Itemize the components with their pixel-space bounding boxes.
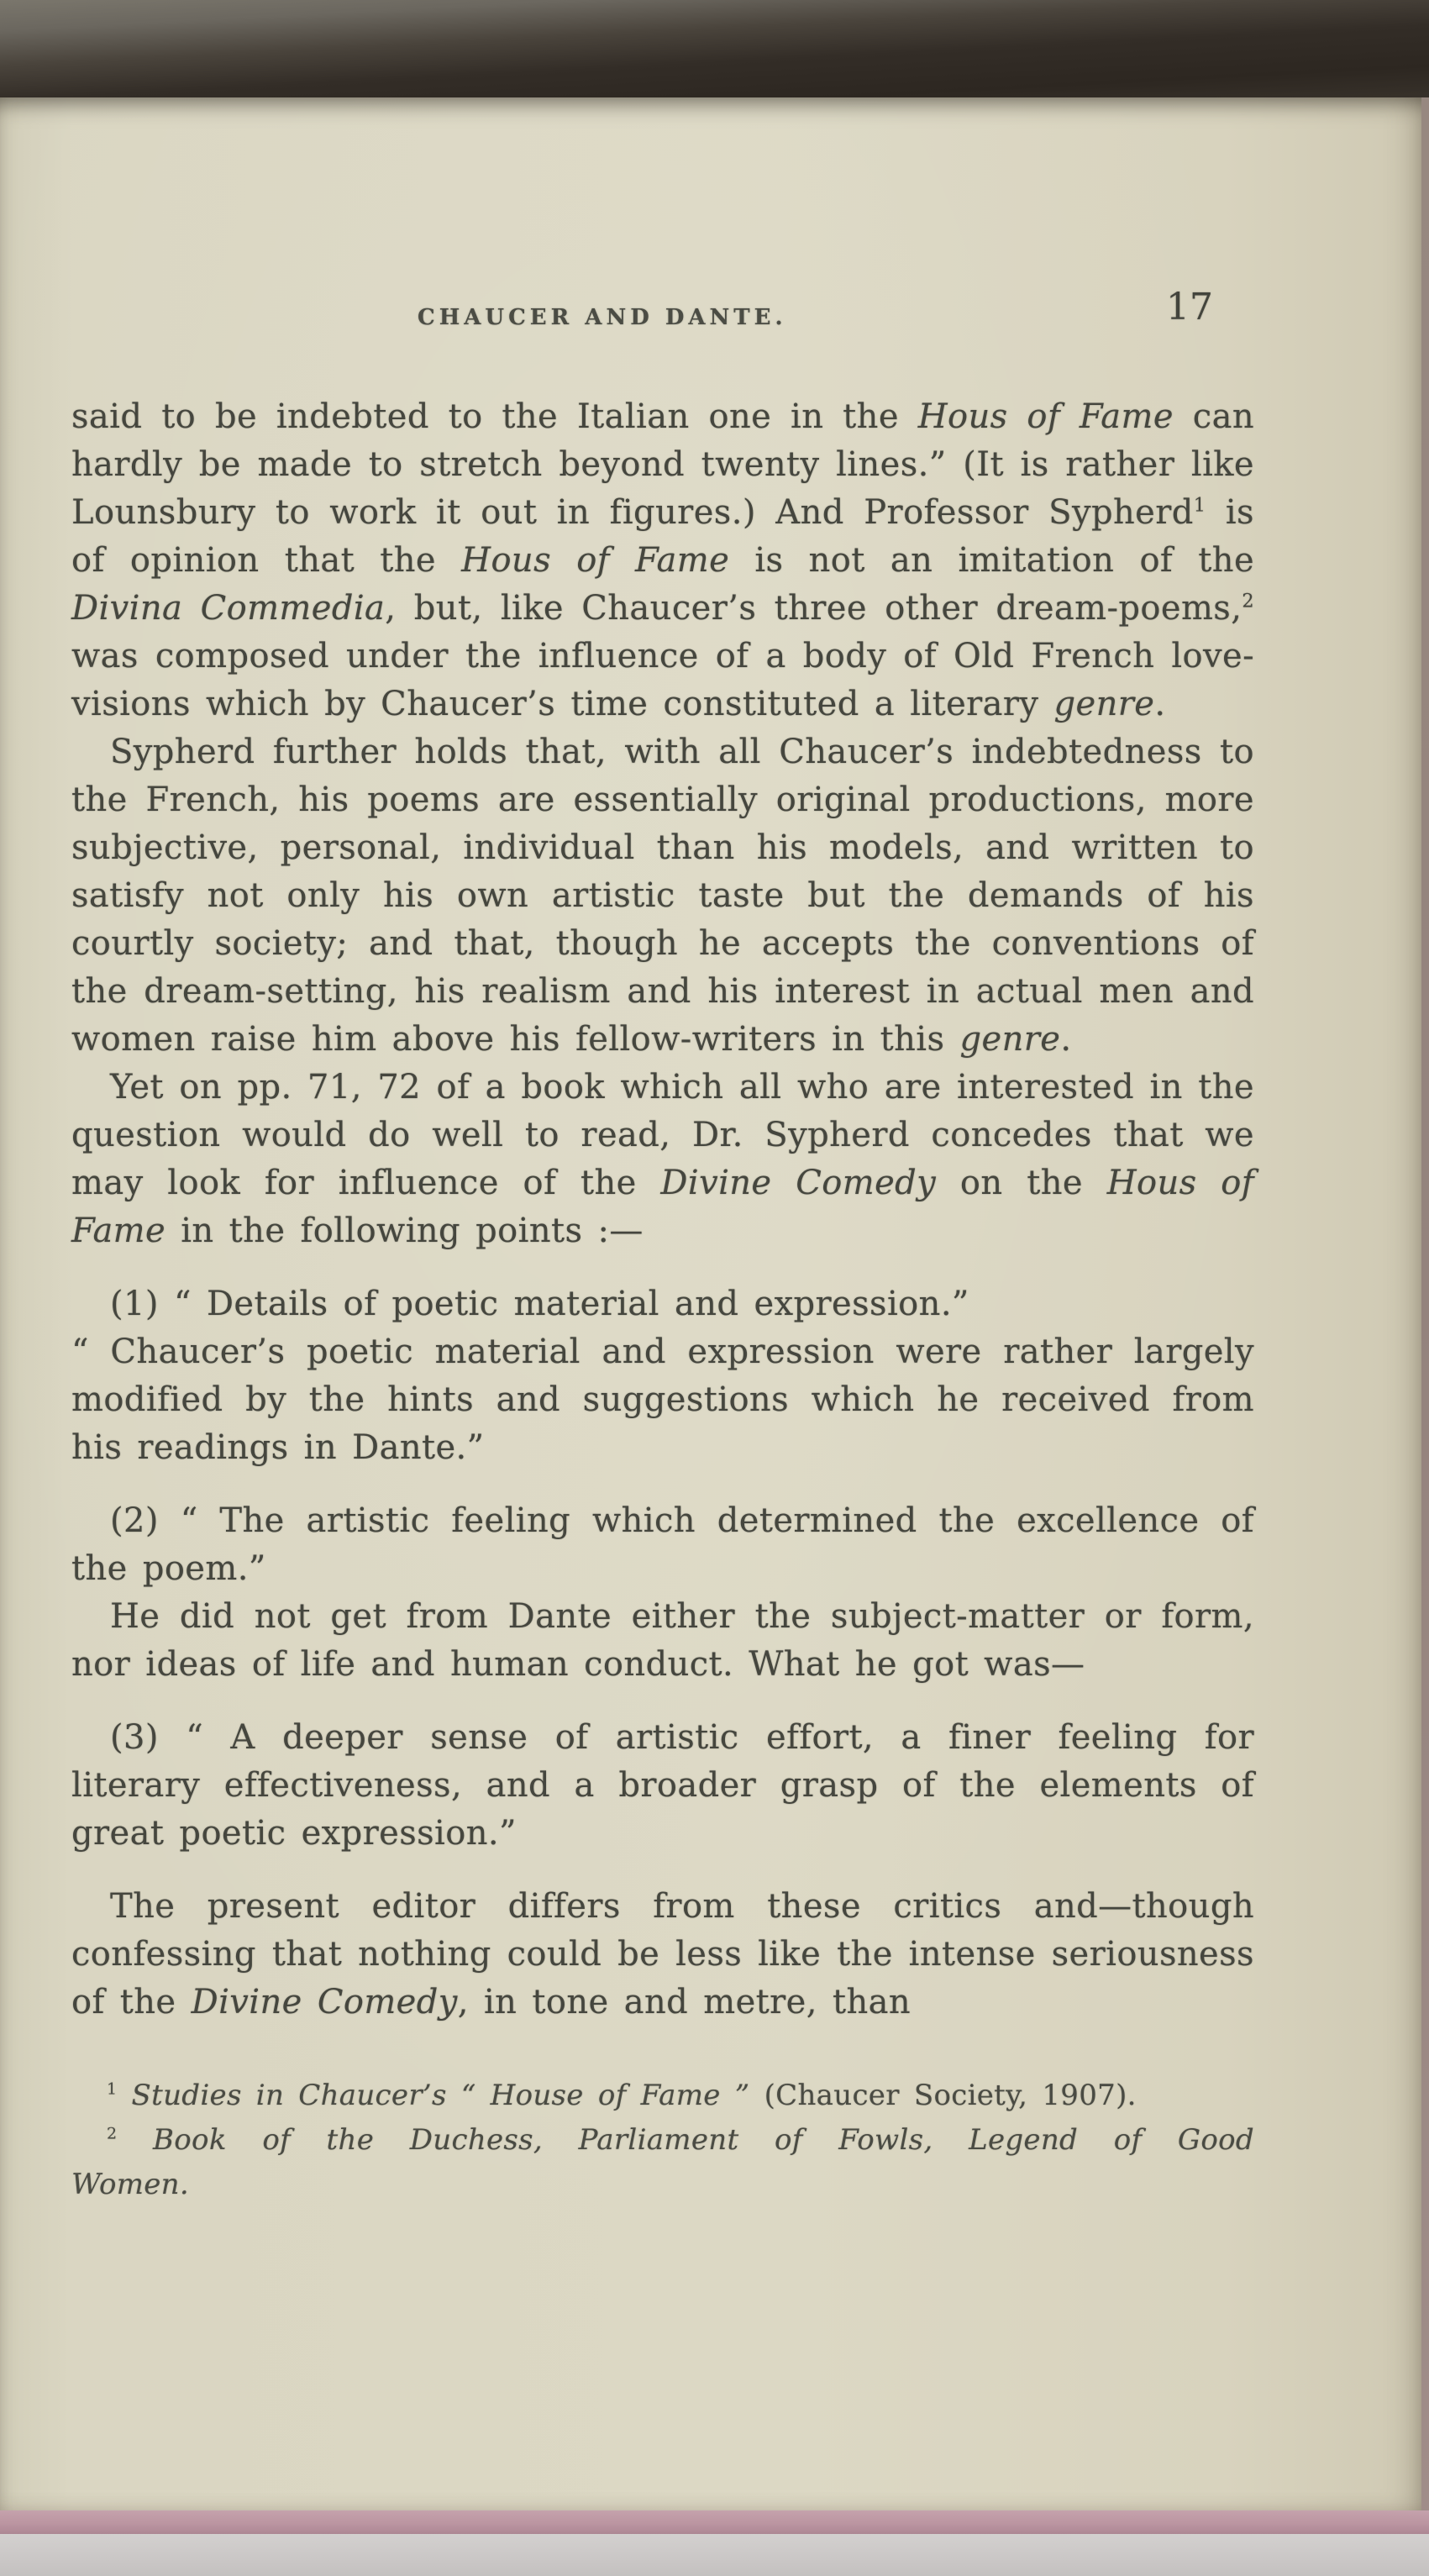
paragraph bbox=[71, 1593, 1254, 1689]
text-segment: said to be indebted to the Italian one in the bbox=[71, 397, 918, 436]
numbered-point-3 bbox=[71, 1714, 1254, 1858]
text-segment: Yet on pp. 71, 72 of a book which all who are interested in the question would do well to read, Dr. Sypherd concedes that we may look for influence of the bbox=[71, 1068, 1254, 1202]
text-segment: (Chaucer Society, 1907). bbox=[749, 2079, 1137, 2112]
paragraph bbox=[71, 1328, 1254, 1472]
footnote-reference: 2 bbox=[1242, 590, 1254, 612]
footnotes-section bbox=[71, 2074, 1254, 2207]
italic-work-title: Studies in Chaucer’s “ House of Fame ” bbox=[117, 2079, 750, 2112]
paragraph bbox=[71, 1883, 1254, 2027]
table-surface bbox=[0, 2534, 1429, 2576]
text-segment: (2) “ The artistic feeling which determined the excellence of the poem.” bbox=[71, 1501, 1254, 1588]
text-segment: Sypherd further holds that, with all Chaucer’s indebtedness to the French, his poems are essentially original productions, more subjective, personal, individual than his models, and written to satisfy not only his own artistic taste but the demands of his courtly society; and that, though he accepts the conventions of the dream-setting, his realism and his interest in actual men and women raise him above his fellow-writers in this bbox=[71, 733, 1254, 1059]
text-segment: (1) “ Details of poetic material and expression.” bbox=[110, 1285, 969, 1323]
running-header-title: CHAUCER AND DANTE. bbox=[418, 305, 787, 330]
text-segment: is not an imitation of the bbox=[729, 541, 1255, 580]
book-cover-edge bbox=[0, 2510, 1429, 2534]
text-segment: He did not get from Dante either the subject-matter or form, nor ideas of life and human conduct. What he got was— bbox=[71, 1597, 1254, 1684]
text-segment: on the bbox=[936, 1164, 1107, 1202]
italic-work-title: Book of the Duchess, Parliament of Fowls, Legend of Good Women. bbox=[71, 2123, 1254, 2201]
footnote-marker: 2 bbox=[107, 2124, 118, 2143]
book-page bbox=[0, 97, 1421, 2510]
text-segment: was composed under the influence of a body of Old French love-visions which by Chaucer’s time constituted a literary bbox=[71, 637, 1254, 723]
text-segment: (3) “ A deeper sense of artistic effort, a finer feeling for literary effectiveness, and a broader grasp of the elements of great poetic expression.” bbox=[71, 1718, 1254, 1853]
text-segment: is of opinion that the bbox=[71, 493, 1254, 580]
text-segment: . bbox=[1154, 685, 1166, 723]
italic-work-title: Divine Comedy bbox=[660, 1164, 937, 1202]
italic-work-title: Divina Commedia bbox=[71, 589, 386, 628]
italic-word: genre bbox=[1053, 685, 1155, 723]
italic-work-title: Divine Comedy bbox=[191, 1983, 458, 2021]
text-segment: , but, like Chaucer’s three other dream-poems, bbox=[385, 589, 1242, 628]
text-segment: The present editor differs from these critics and—though confessing that nothing could be less like the intense seriousness of the bbox=[71, 1887, 1254, 2021]
book-top-edge bbox=[0, 0, 1429, 97]
paragraph bbox=[71, 728, 1254, 1064]
page-cut-edge bbox=[1421, 97, 1429, 2510]
text-segment: “ Chaucer’s poetic material and expression were rather largely modified by the hints and suggestions which he received from his readings in Dante.” bbox=[71, 1333, 1254, 1467]
footnote-reference: 1 bbox=[1193, 494, 1206, 517]
text-segment: in the following points :— bbox=[165, 1212, 644, 1250]
page-body-text bbox=[71, 393, 1254, 2207]
text-segment: . bbox=[1060, 1020, 1072, 1059]
numbered-point-1 bbox=[71, 1280, 1254, 1328]
page-number: 17 bbox=[1166, 286, 1213, 329]
paragraph bbox=[71, 1064, 1254, 1255]
italic-work-title: Hous of Fame bbox=[917, 397, 1174, 436]
footnote bbox=[71, 2118, 1254, 2207]
footnote-marker: 1 bbox=[107, 2079, 118, 2099]
text-segment: , in tone and metre, than bbox=[457, 1983, 912, 2021]
italic-word: genre bbox=[959, 1020, 1061, 1059]
paragraph bbox=[71, 393, 1254, 728]
text-segment: can hardly be made to stretch beyond twenty lines.” (It is rather like Lounsbury to work it out in figures.) And Professor Sypherd bbox=[71, 397, 1254, 532]
numbered-point-2 bbox=[71, 1497, 1254, 1593]
italic-work-title: Hous of Fame bbox=[71, 1164, 1254, 1250]
italic-work-title: Hous of Fame bbox=[461, 541, 730, 580]
footnote bbox=[71, 2074, 1254, 2118]
